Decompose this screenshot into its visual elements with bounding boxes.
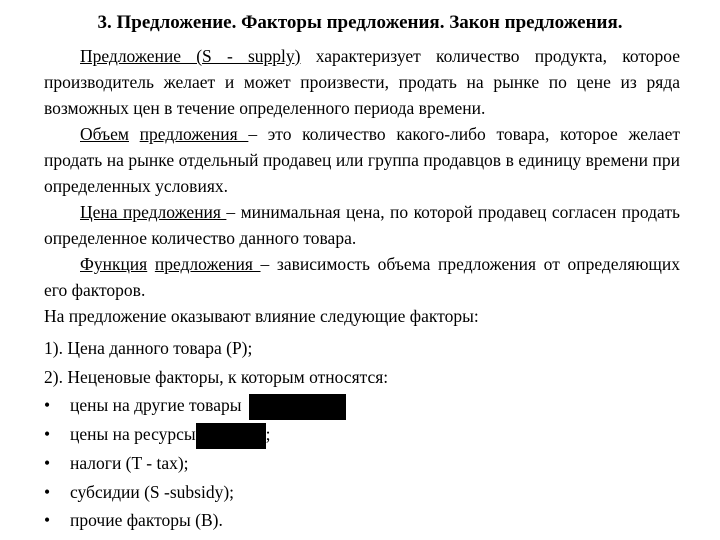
slide-title: 3. Предложение. Факторы предложения. Закон предложения.	[97, 12, 623, 33]
redaction-block	[249, 394, 346, 420]
redaction-block	[196, 423, 266, 449]
list-item-text: цены на другие товары	[70, 395, 242, 415]
list-item-text: цены на ресурсы	[70, 424, 196, 444]
term-function: Функция	[80, 254, 148, 274]
paragraph-supply-volume	[44, 121, 680, 199]
factor-price: 1). Цена данного товара (P);	[44, 338, 253, 358]
definition-text: характеризует количество продукта, которое производитель желает и может произвести, продать на рынке по цене из ряда возможных цен в течение определенного периода времени.	[44, 46, 681, 118]
paragraph-supply-price	[44, 199, 680, 251]
list-item-text: субсидии (S -subsidy);	[70, 482, 235, 502]
paragraph-supply-function	[44, 251, 680, 303]
term-supply-price: Цена предложения	[80, 202, 227, 222]
bullet-icon: •	[44, 453, 51, 473]
bullet-icon: •	[44, 395, 51, 415]
term-supply-word: предложения	[139, 124, 249, 144]
factors-intro: На предложение оказывают влияние следующие факторы:	[44, 306, 479, 326]
definition-text: – это количество какого-либо товара, которое желает продать на рынке отдельный продавец или группа продавцов в единицу времени при определенных условиях.	[44, 124, 680, 196]
bullet-icon: •	[44, 482, 51, 502]
term-supply-word: предложения	[154, 254, 261, 274]
bullet-icon: •	[44, 424, 51, 444]
term-volume: Объем	[80, 124, 129, 144]
definition-text: – минимальная цена, по которой продавец согласен продать определенное количество данного товара.	[44, 202, 680, 248]
list-item-tail: ;	[265, 424, 271, 444]
bullet-icon: •	[44, 510, 51, 530]
list-item-text: налоги (T - tax);	[70, 453, 189, 473]
factor-non-price: 2). Неценовые факторы, к которым относятся:	[44, 367, 389, 387]
paragraph-supply-definition	[44, 43, 680, 121]
definition-text: – зависимость объема предложения от определяющих его факторов.	[44, 254, 681, 300]
list-item-text: прочие факторы (B).	[70, 510, 223, 530]
term-supply: Предложение (S - supply)	[80, 46, 301, 66]
